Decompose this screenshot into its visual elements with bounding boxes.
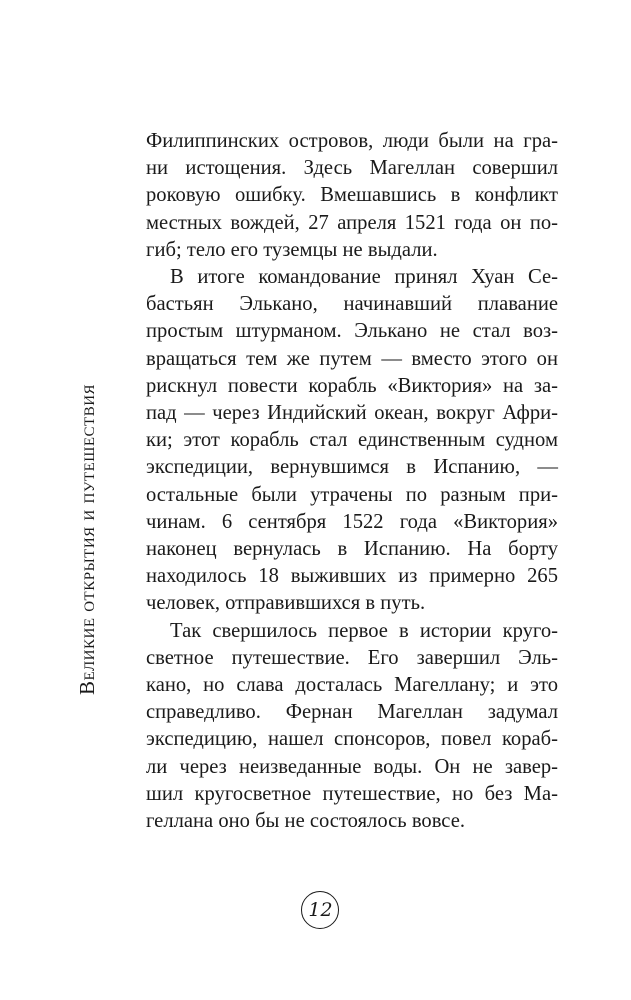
text-line: чинам. 6 сентября 1522 года «Виктория»	[146, 510, 558, 533]
text-line: справедливо. Фернан Магеллан задумал	[146, 701, 558, 724]
text-line: человек, отправившихся в путь.	[146, 592, 426, 615]
text-line: Так свершилось первое в истории круго-	[170, 619, 558, 642]
text-line: рискнул повести корабль «Виктория» на за-	[146, 374, 558, 397]
text-line: экспедиции, вернувшимся в Испанию, —	[146, 456, 558, 479]
text-line: пад — через Индийский океан, вокруг Афри-	[146, 402, 558, 425]
text-line: роковую ошибку. Вмешавшись в конфликт	[146, 184, 558, 207]
text-line: гиб; тело его туземцы не выдали.	[146, 238, 438, 261]
text-line: светное путешествие. Его завершил Эль-	[146, 646, 558, 669]
text-line: ни истощения. Здесь Магеллан совершил	[146, 157, 558, 180]
text-line: простым штурманом. Элькано не стал воз-	[146, 320, 558, 343]
text-line: кано, но слава досталась Магеллану; и это	[146, 674, 558, 697]
text-line: остальные были утрачены по разным при-	[146, 483, 558, 506]
text-line: наконец вернулась в Испанию. На борту	[146, 538, 558, 561]
text-line: геллана оно бы не состоялось вовсе.	[146, 810, 465, 833]
body-text	[146, 128, 558, 835]
text-line: находилось 18 выживших из примерно 265	[146, 565, 558, 588]
running-head: Великие открытия и путешествия	[75, 383, 99, 695]
page-number: 12	[308, 899, 333, 921]
text-line: вращаться тем же путем — вместо этого он	[146, 347, 558, 370]
paragraph-2	[146, 264, 558, 618]
text-line: местных вождей, 27 апреля 1521 года он по-	[146, 211, 558, 234]
text-line: экспедицию, нашел спонсоров, повел кораб-	[146, 728, 558, 751]
text-line: бастьян Элькано, начинавший плавание	[146, 293, 558, 316]
page-number-badge	[301, 891, 341, 931]
paragraph-3	[146, 618, 558, 836]
text-line: Филиппинских островов, люди были на гра-	[146, 130, 558, 152]
text-line: ки; этот корабль стал единственным судном	[146, 429, 558, 452]
text-line: шил кругосветное путешествие, но без Ма-	[146, 782, 558, 805]
paragraph-1	[146, 128, 558, 264]
text-line: ли через неизведанные воды. Он не завер-	[146, 755, 558, 778]
text-line: В итоге командование принял Хуан Се-	[170, 266, 558, 289]
